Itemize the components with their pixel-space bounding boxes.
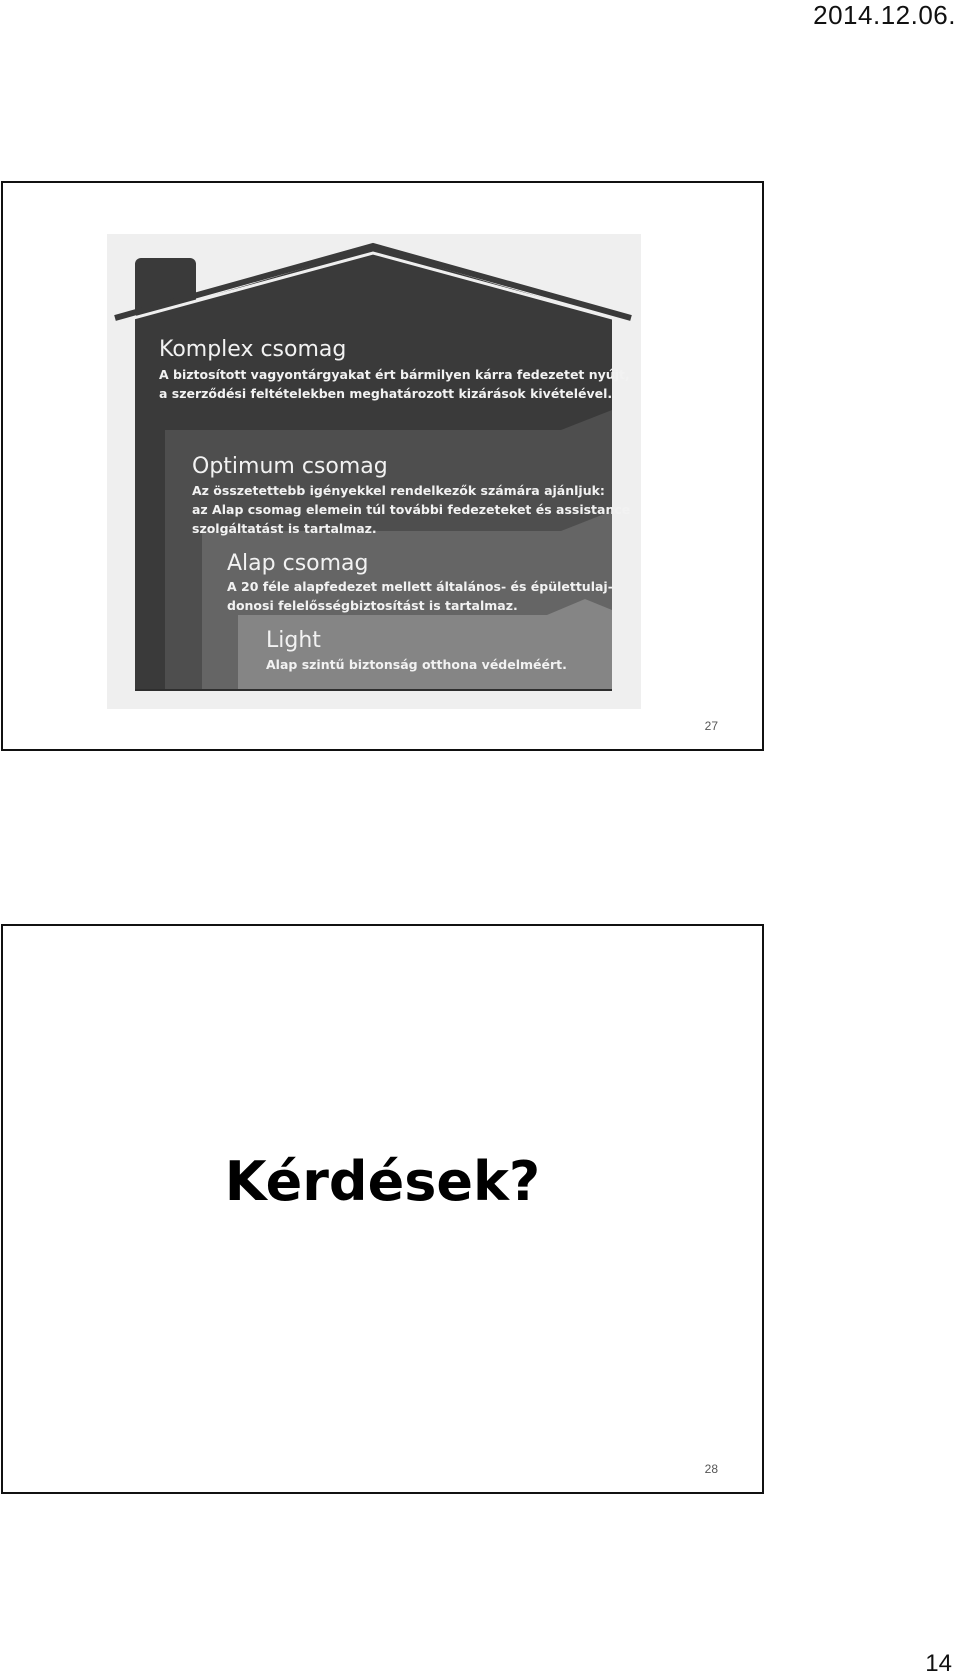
- optimum-description: [192, 481, 630, 538]
- light-title: Light: [266, 628, 321, 653]
- komplex-title: Komplex csomag: [159, 337, 347, 362]
- slide-27: [1, 181, 764, 751]
- alap-description-line: A 20 féle alapfedezet mellett általános- és épülettulaj-: [227, 579, 613, 594]
- optimum-description-line: Az összetettebb igényekkel rendelkezők számára ajánljuk:: [192, 483, 605, 498]
- alap-title: Alap csomag: [227, 551, 369, 576]
- print-date: 2014.12.06.: [813, 0, 956, 30]
- komplex-description-line: a szerződési feltételekben meghatározott kizárások kivételével.: [159, 386, 613, 401]
- optimum-title: Optimum csomag: [192, 454, 388, 479]
- optimum-description-line: szolgáltatást is tartalmaz.: [192, 521, 377, 536]
- slide-number: 28: [704, 1462, 718, 1476]
- page-number: 14: [925, 1650, 952, 1677]
- slide-number: 27: [704, 719, 718, 733]
- house-infographic: [107, 234, 641, 709]
- slide-28: [1, 924, 764, 1494]
- light-description-line: Alap szintű biztonság otthona védelméért.: [266, 657, 567, 672]
- light-description: [266, 655, 567, 674]
- komplex-description-line: A biztosított vagyontárgyakat ért bármilyen kárra fedezetet nyújt,: [159, 367, 630, 382]
- house-base: [135, 689, 612, 691]
- optimum-description-line: az Alap csomag elemein túl további fedezeteket és assistance: [192, 502, 631, 517]
- komplex-description: [159, 365, 630, 403]
- alap-description: [227, 577, 613, 615]
- slide-question: Kérdések?: [224, 1150, 541, 1213]
- alap-description-line: donosi felelősségbiztosítást is tartalmaz.: [227, 598, 518, 613]
